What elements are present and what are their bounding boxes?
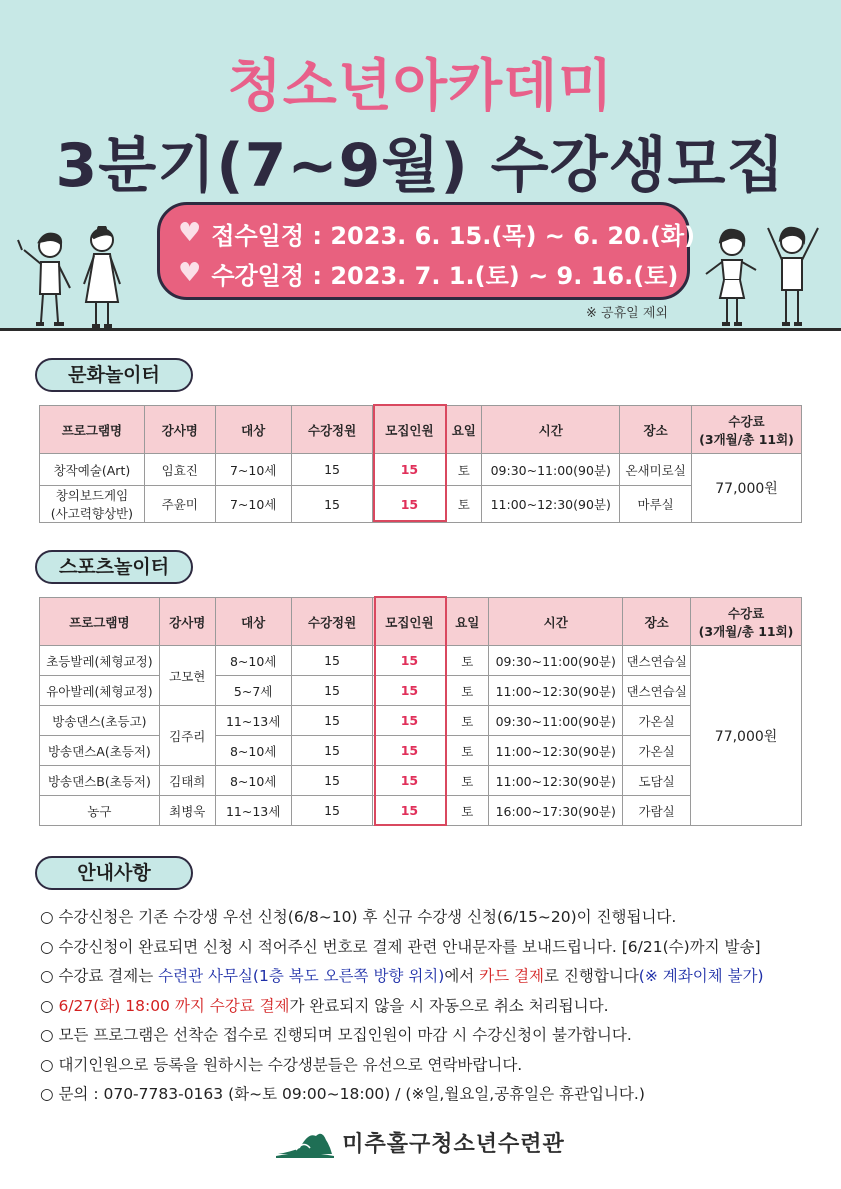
- schedule-class: [178, 255, 678, 291]
- schedule-apply: [178, 215, 695, 251]
- header-banner: [0, 0, 841, 330]
- col-time: 시간: [482, 406, 620, 454]
- notice-text: 가 완료되지 않을 시 자동으로 취소 처리됩니다.: [289, 996, 609, 1015]
- notice-text: 로 진행합니다: [544, 967, 639, 985]
- title-recruit: 3분기(7~9월) 수강생모집: [55, 131, 786, 201]
- sports-fee: 77,000원: [691, 646, 802, 826]
- table-header-row: [40, 406, 802, 454]
- notice-list: [40, 903, 820, 1110]
- bullet-icon: ○: [40, 908, 59, 926]
- col-program: 프로그램명: [40, 406, 145, 454]
- notice-text: 카드 결제: [479, 967, 545, 985]
- table-header-row: 프로그램명 강사명 대상 수강정원 모집인원 요일 시간 장소 수강료 (3개월/총 11회): [40, 598, 802, 646]
- kids-illustration-right: [700, 218, 830, 330]
- table-row: 농구 최병욱 11~13세 15 15 토 16:00~17:30(90분) 가람실: [40, 796, 802, 826]
- notice-item: [40, 992, 820, 1022]
- col-fee: 수강료 (3개월/총 11회): [692, 406, 802, 454]
- bullet-icon: ○: [40, 1085, 59, 1103]
- notice-item: [40, 903, 820, 933]
- sports-table: [39, 597, 802, 826]
- footer-logo: [0, 1122, 841, 1162]
- notice-text: 수련관 사무실(1층 복도 오른쪽 방향 위치): [158, 967, 445, 985]
- col-teacher: 강사명: [144, 406, 215, 454]
- notice-item: [40, 1080, 820, 1110]
- table-row: 초등발레(체형교정) 고모현 8~10세 15 15 토 09:30~11:00(90분) 댄스연습실 77,000원: [40, 646, 802, 676]
- table-row: 방송댄스B(초등저) 김태희 8~10세 15 15 토 11:00~12:30(90분) 도담실: [40, 766, 802, 796]
- header-divider: [0, 328, 841, 331]
- bullet-icon: ○: [40, 937, 59, 956]
- notice-item: [40, 1021, 820, 1051]
- title-academy: 청소년아카데미: [227, 54, 614, 119]
- col-target: 대상: [215, 406, 291, 454]
- culture-table: [39, 405, 802, 523]
- notice-text: 에서: [444, 967, 480, 985]
- schedule-class-text: 수강일정 : 2023. 7. 1.(토) ~ 9. 16.(토): [211, 261, 679, 290]
- kids-illustration-left: [14, 226, 134, 330]
- section-title-culture: 문화놀이터: [35, 358, 193, 392]
- heart-icon: ♥: [178, 258, 202, 288]
- section-title-notice: 안내사항: [35, 856, 193, 890]
- notice-text: 수강신청은 기존 수강생 우선 신청(6/8~10) 후 신규 수강생 신청(6/15~20)이 진행됩니다.: [58, 908, 677, 926]
- table-row: 유아발레(체형교정) 5~7세 15 15 토 11:00~12:30(90분) 댄스연습실: [40, 676, 802, 706]
- notice-text: 수강신청이 완료되면 신청 시 적어주신 번호로 결제 관련 안내문자를 보내드립니다. [6/21(수)까지 발송]: [58, 937, 761, 956]
- bullet-icon: ○: [40, 967, 59, 985]
- bullet-icon: ○: [40, 996, 59, 1015]
- mountain-logo-icon: [276, 1126, 334, 1158]
- notice-item: [40, 962, 820, 992]
- bullet-icon: ○: [40, 1026, 59, 1044]
- table-row: 창작예술(Art) 임효진 7~10세 15 15 토 09:30~11:00(90분) 온새미로실 77,000원: [40, 454, 802, 486]
- notice-item: [40, 1051, 820, 1081]
- col-place: 장소: [620, 406, 692, 454]
- heart-icon: ♥: [178, 218, 202, 248]
- notice-text: 대기인원으로 등록을 원하시는 수강생분들은 유선으로 연락바랍니다.: [58, 1055, 523, 1074]
- holiday-note: ※ 공휴일 제외: [586, 306, 668, 321]
- table-row: 창의보드게임 (사고력향상반) 주윤미 7~10세 15 15 토 11:00~12:30(90분) 마루실: [40, 486, 802, 523]
- schedule-apply-text: 접수일정 : 2023. 6. 15.(목) ~ 6. 20.(화): [211, 221, 696, 250]
- notice-text: 6/27(화) 18:00 까지 수강료 결제: [58, 996, 290, 1015]
- table-row: 방송댄스(초등고) 김주리 11~13세 15 15 토 09:30~11:00(90분) 가온실: [40, 706, 802, 736]
- table-row: 방송댄스A(초등저) 8~10세 15 15 토 11:00~12:30(90분) 가온실: [40, 736, 802, 766]
- footer-org-name: 미추홀구청소년수련관: [342, 1131, 565, 1157]
- schedule-box: [157, 202, 696, 300]
- notice-text: 모든 프로그램은 선착순 접수로 진행되며 모집인원이 마감 시 수강신청이 불가합니다.: [58, 1026, 632, 1044]
- col-recruit: 모집인원: [373, 406, 446, 454]
- culture-fee: 77,000원: [692, 454, 802, 523]
- bullet-icon: ○: [40, 1055, 59, 1074]
- notice-text: 수강료 결제는: [58, 967, 159, 985]
- col-day: 요일: [446, 406, 482, 454]
- col-capacity: 수강정원: [291, 406, 373, 454]
- notice-text: (※ 계좌이체 불가): [638, 967, 764, 985]
- notice-text: 문의 : 070-7783-0163 (화~토 09:00~18:00) / (※일,월요일,공휴일은 휴관입니다.): [58, 1085, 645, 1103]
- section-title-sports: 스포츠놀이터: [35, 550, 193, 584]
- notice-item: [40, 933, 820, 963]
